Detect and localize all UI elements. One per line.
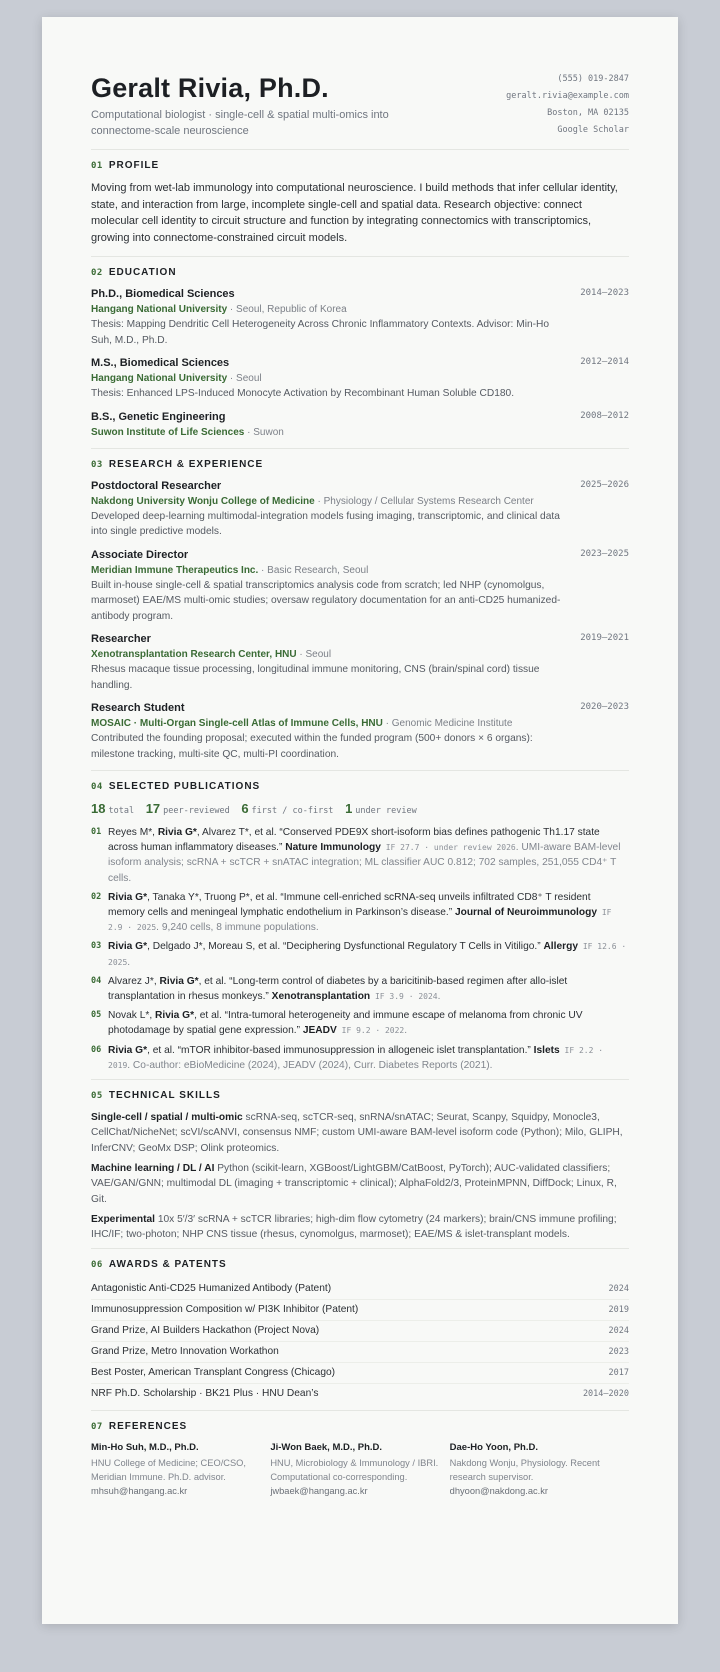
award-year: 2019 <box>608 1305 629 1316</box>
institution-location: · Seoul <box>227 373 262 384</box>
experience-entry <box>91 548 629 625</box>
award-year: 2024 <box>608 1284 629 1295</box>
pub-authors-pre: Novak L*, <box>108 1010 155 1022</box>
reference-name: Dae-Ho Yoon, Ph.D. <box>449 1442 538 1454</box>
institution <box>91 425 629 440</box>
profile-text: Moving from wet-lab immunology into computational neuroscience. I build methods that infer cellular identity, state, and interaction from large, incomplete single-cell and spatial data. Research objective: connect molecular cell identity to circuit structure and function by integrating connectomics with transcriptomics, growing into connectome-constrained circuit models. <box>91 182 618 244</box>
reference-desc: HNU, Microbiology & Immunology / IBRI. Computational co-corresponding. <box>270 1457 439 1482</box>
award-item <box>91 1321 629 1342</box>
contact-block <box>506 71 629 139</box>
award-year: 2017 <box>608 1368 629 1379</box>
publication-item <box>91 939 629 969</box>
awards-section <box>91 1249 629 1404</box>
skill-group <box>91 1161 629 1207</box>
degree-title: M.S., Biomedical Sciences <box>91 357 230 369</box>
pub-citation: , et al. “Long-term control of diabetes by a baricitinib-based regimen after allo-islet transplantation in rhesus monkeys.” <box>108 975 568 1003</box>
section-label: EDUCATION <box>108 267 177 278</box>
awards-list <box>91 1279 629 1404</box>
publication-item <box>91 974 629 1004</box>
entry-description: Contributed the founding proposal; executed within the funded program (500+ donors × 6 organs): milestone tracking, multi-site QC, multi-PI coordination. <box>91 733 533 760</box>
experience-entry <box>91 632 629 693</box>
pub-citation: , Alvarez T*, et al. “Conserved PDE9X short-isoform bias defines pathogenic Th1.17 state across human inflammatory diseases.” <box>108 827 600 854</box>
organization <box>91 563 629 578</box>
pub-number: 02 <box>91 891 102 902</box>
award-text: Immunosuppression Composition w/ PI3K Inhibitor (Patent) <box>91 1304 359 1316</box>
pub-meta: IF 3.9 · 2024 <box>370 992 438 1002</box>
date-range: 2008–2012 <box>580 410 629 421</box>
award-item <box>91 1342 629 1363</box>
date-range: 2019–2021 <box>580 633 629 643</box>
degree-title: Ph.D., Biomedical Sciences <box>91 288 235 300</box>
pub-note: . UMI-aware BAM-level isoform analysis; scRNA + scTCR + snATAC integration; ML classifier AUC 0.812; 702 samples, 251,055 CD4⁺ T cells. <box>108 842 621 884</box>
location: Boston, MA 02135 <box>547 108 629 118</box>
organization <box>91 716 629 731</box>
award-text: NRF Ph.D. Scholarship · BK21 Plus · HNU Dean’s <box>91 1388 319 1400</box>
phone: (555) 019-2847 <box>557 74 629 84</box>
skill-text: scRNA-seq, scTCR-seq, snRNA/snATAC; Seurat, Scanpy, Squidpy, Monocle3, CellChat/NicheNet; scVI/scANVI, consensus NMF; custom UMI-aware BAM-level isoform code (Python); Milo, GLIPH, InferCNV; GeoMx DSP; Olink proteomics. <box>91 1112 623 1154</box>
education-entry <box>91 356 629 402</box>
stat-peer-label: peer-reviewed <box>163 806 230 816</box>
education-entry <box>91 410 629 440</box>
skill-label: Machine learning / DL / AI <box>91 1162 215 1174</box>
pub-number: 05 <box>91 1010 102 1021</box>
candidate-name: Geralt Rivia, Ph.D. <box>91 73 329 103</box>
award-item <box>91 1363 629 1384</box>
section-number: 03 <box>91 459 103 470</box>
institution-location: · Seoul, Republic of Korea <box>227 304 347 315</box>
entry-description: Built in-house single-cell & spatial transcriptomics analysis code from scratch; led NHP (cynomolgus, marmoset) EAE/MS multi-omic studies; oversaw regulatory documentation for an anti-CD25 humanized-antibody program. <box>91 579 561 622</box>
section-title <box>91 1259 629 1271</box>
skill-label: Experimental <box>91 1213 155 1225</box>
header <box>91 73 629 139</box>
pub-journal: Xenotransplantation <box>271 991 371 1003</box>
pub-self-author: Rivia G* <box>108 941 148 953</box>
experience-entry <box>91 479 629 540</box>
organization-detail: · Seoul <box>296 649 332 660</box>
pub-note: . <box>127 956 131 968</box>
organization-detail: · Physiology / Cellular Systems Research Center <box>314 495 534 507</box>
publication-item <box>91 890 629 936</box>
pub-citation: , et al. “Intra-tumoral heterogeneity and immune escape of melanoma from chronic UV photodamage by spatial gene expression.” <box>108 1010 583 1037</box>
job-title: Researcher <box>91 633 151 645</box>
education-section <box>91 257 629 440</box>
stat-first-value: 6 <box>241 801 249 816</box>
entry-description: Thesis: Enhanced LPS-Induced Monocyte Activation by Recombinant Human Soluble CD180. <box>91 388 515 399</box>
organization-detail: · Basic Research, Seoul <box>258 564 369 576</box>
section-number: 01 <box>91 161 103 171</box>
pub-journal: Nature Immunology <box>285 842 381 854</box>
skill-group <box>91 1110 629 1156</box>
reference-email-link[interactable]: dhyoon@nakdong.ac.kr <box>449 1486 548 1497</box>
publication-stats <box>91 801 629 819</box>
resume-content <box>91 73 629 1498</box>
job-title: Postdoctoral Researcher <box>91 479 222 492</box>
institution-name: Suwon Institute of Life Sciences <box>91 426 245 438</box>
award-text: Antagonistic Anti-CD25 Humanized Antibody (Patent) <box>91 1283 332 1295</box>
section-title <box>91 781 629 793</box>
pub-journal: Allergy <box>543 941 578 953</box>
pub-number: 03 <box>91 941 102 952</box>
date-range: 2023–2025 <box>580 548 629 559</box>
publication-item <box>91 1008 629 1038</box>
references-list <box>91 1441 629 1498</box>
email-link[interactable]: geralt.rivia@example.com <box>506 91 629 101</box>
section-title <box>91 1421 629 1433</box>
date-range: 2014–2023 <box>580 288 629 298</box>
entry-description: Thesis: Mapping Dendritic Cell Heterogeneity Across Chronic Inflammatory Contexts. Advisor: Min-Ho Suh, M.D., Ph.D. <box>91 319 550 346</box>
job-title: Associate Director <box>91 548 189 561</box>
reference-name: Ji-Won Baek, M.D., Ph.D. <box>270 1442 383 1454</box>
reference-name: Min-Ho Suh, M.D., Ph.D. <box>91 1442 199 1454</box>
institution-name: Hangang National University <box>91 304 228 315</box>
award-text: Grand Prize, Metro Innovation Workathon <box>91 1346 279 1358</box>
job-title: Research Student <box>91 702 185 714</box>
profile-section <box>91 150 629 246</box>
section-title <box>91 459 629 471</box>
pub-citation: , Delgado J*, Moreau S, et al. “Deciphering Dysfunctional Regulatory T Cells in Vitiligo.” <box>147 941 544 953</box>
pub-citation: , Tanaka Y*, Truong P*, et al. “Immune cell-enriched scRNA-seq unveils infiltrated CD8⁺ T resident memory cells and meningeal lymphatic endothelium in Parkinson’s disease.” <box>108 891 591 919</box>
section-title <box>91 267 629 279</box>
pub-note: . Co-author: eBioMedicine (2024), JEADV (2024), Curr. Diabetes Reports (2021). <box>127 1059 493 1071</box>
pub-journal: Islets <box>533 1044 560 1056</box>
organization <box>91 647 629 662</box>
award-item <box>91 1300 629 1321</box>
stat-total-label: total <box>108 806 135 816</box>
pub-journal: JEADV <box>302 1025 337 1037</box>
section-number: 02 <box>91 268 103 278</box>
pub-self-author: Rivia G* <box>157 827 197 838</box>
date-range: 2025–2026 <box>580 479 629 490</box>
stat-total-value: 18 <box>91 801 106 816</box>
skill-group <box>91 1212 629 1243</box>
section-number: 05 <box>91 1091 103 1102</box>
pub-authors-pre: Alvarez J*, <box>108 975 160 987</box>
institution-location: · Suwon <box>244 426 284 438</box>
research-section <box>91 449 629 763</box>
reference-email-link[interactable]: mhsuh@hangang.ac.kr <box>91 1486 188 1497</box>
reference-item <box>91 1441 270 1498</box>
pub-meta: IF 9.2 · 2022 <box>336 1026 405 1036</box>
pub-note: . <box>437 991 441 1003</box>
organization-detail: · Genomic Medicine Institute <box>382 718 513 729</box>
award-text: Grand Prize, AI Builders Hackathon (Project Nova) <box>91 1325 320 1337</box>
pub-self-author: Rivia G* <box>108 1044 148 1056</box>
tagline: Computational biologist · single-cell & spatial multi-omics into connectome-scale neuroscience <box>91 109 389 137</box>
reference-item <box>450 1441 629 1498</box>
section-number: 06 <box>91 1260 103 1271</box>
organization-name: Meridian Immune Therapeutics Inc. <box>91 564 259 576</box>
reference-desc: Nakdong Wonju, Physiology. Recent research supervisor. <box>449 1457 600 1482</box>
pub-self-author: Rivia G* <box>155 1010 195 1022</box>
skill-text: Python (scikit-learn, XGBoost/LightGBM/CatBoost, PyTorch); AUC-validated classifiers; VAE/GAN/GNN; multimodal DL (imaging + transcriptomic + clinical); AlphaFold2/3, ProteinMPNN, DiffDock; Linux, R, Git. <box>91 1162 617 1205</box>
date-range: 2020–2023 <box>580 702 629 712</box>
pub-meta: IF 27.7 · under review 2026 <box>380 843 516 853</box>
pub-citation: , et al. “mTOR inhibitor-based immunosuppression in allogeneic islet transplantation.” <box>147 1044 534 1056</box>
award-year: 2023 <box>608 1347 629 1358</box>
section-label: TECHNICAL SKILLS <box>108 1090 221 1102</box>
stat-first-label: first / co-first <box>251 806 334 816</box>
organization-name: Nakdong University Wonju College of Medicine <box>91 495 315 507</box>
entry-description: Rhesus macaque tissue processing, longitudinal immune monitoring, CNS (brain/spinal cord) tissue handling. <box>91 664 540 691</box>
pub-number: 04 <box>91 975 102 986</box>
section-label: SELECTED PUBLICATIONS <box>108 781 261 792</box>
degree-title: B.S., Genetic Engineering <box>91 410 226 423</box>
award-item <box>91 1279 629 1300</box>
section-label: REFERENCES <box>108 1421 188 1433</box>
pub-self-author: Rivia G* <box>108 891 148 903</box>
section-number: 07 <box>91 1422 103 1433</box>
experience-entry <box>91 701 629 762</box>
section-title <box>91 160 629 172</box>
pub-self-author: Rivia G* <box>159 975 199 987</box>
pub-number: 01 <box>91 827 102 837</box>
reference-item <box>270 1441 449 1498</box>
section-label: PROFILE <box>108 160 160 171</box>
pub-number: 06 <box>91 1044 102 1055</box>
stat-review-label: under review <box>355 806 417 816</box>
pub-meta: IF 2.2 · 2019 <box>108 1045 604 1070</box>
section-label: AWARDS & PATENTS <box>108 1259 227 1271</box>
skill-text: 10x 5′/3′ scRNA + scTCR libraries; high-dim flow cytometry (24 markers); brain/CNS immune profiling; IHC/IF; two-photon; NHP CNS tissue (rhesus, cynomolgus, marmoset); EAE/MS & islet-transplant models. <box>91 1213 617 1241</box>
stat-peer-value: 17 <box>145 801 161 816</box>
award-year: 2024 <box>608 1326 629 1337</box>
pub-meta: IF 12.6 · 2025 <box>108 942 627 967</box>
pub-note: . 9,240 cells, 8 immune populations. <box>156 922 319 934</box>
award-text: Best Poster, American Transplant Congress (Chicago) <box>91 1367 336 1379</box>
institution-name: Hangang National University <box>91 373 228 384</box>
date-range: 2012–2014 <box>580 357 629 367</box>
references-section <box>91 1411 629 1498</box>
institution <box>91 371 629 386</box>
stat-review-value: 1 <box>345 801 353 816</box>
skill-label: Single-cell / spatial / multi-omic <box>91 1112 243 1124</box>
publications-section <box>91 771 629 1073</box>
organization-name: MOSAIC · Multi-Organ Single-cell Atlas of Immune Cells, HNU <box>91 718 383 729</box>
resume-page <box>42 17 678 1624</box>
reference-email-link[interactable]: jwbaek@hangang.ac.kr <box>270 1486 368 1497</box>
google-scholar-link[interactable]: Google Scholar <box>557 125 629 135</box>
section-title <box>91 1090 629 1102</box>
pub-note: . <box>404 1025 408 1037</box>
section-label: RESEARCH & EXPERIENCE <box>108 458 264 470</box>
pub-meta: IF 2.9 · 2025 <box>108 908 612 933</box>
section-number: 04 <box>91 782 103 792</box>
publication-item <box>91 825 629 886</box>
education-entry <box>91 287 629 348</box>
reference-desc: HNU College of Medicine; CEO/CSO, Meridian Immune. Ph.D. advisor. <box>91 1457 247 1482</box>
award-year: 2014–2020 <box>582 1389 629 1400</box>
skills-section <box>91 1080 629 1242</box>
organization-name: Xenotransplantation Research Center, HNU <box>91 649 297 660</box>
entry-description: Developed deep-learning multimodal-integration models fusing imaging, transcriptomic, and clinical data into single predictive models. <box>91 510 560 537</box>
pub-authors-pre: Reyes M*, <box>108 827 158 838</box>
publication-item <box>91 1043 629 1073</box>
organization <box>91 494 629 509</box>
pub-journal: Journal of Neuroimmunology <box>454 907 598 919</box>
institution <box>91 302 629 317</box>
award-item <box>91 1384 629 1404</box>
